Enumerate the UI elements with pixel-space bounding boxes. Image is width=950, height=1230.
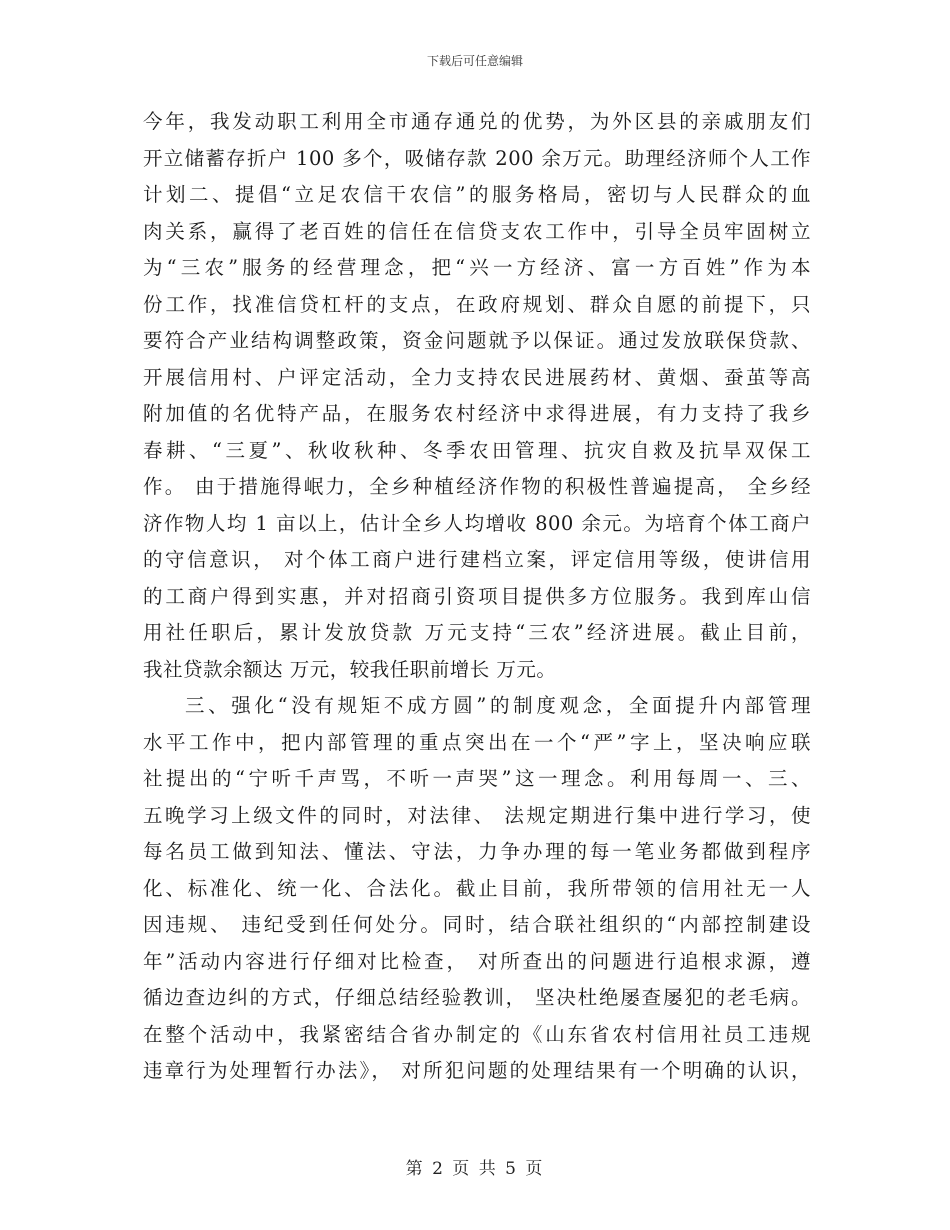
text-line: 今年，我发动职工利用全市通存通兑的优势，为外区县的亲戚朋友们 (143, 110, 811, 133)
paragraph-1 (143, 104, 811, 688)
text-line: 开立储蓄存折户 100 多个，吸储存款 200 余万元。助理经济师个人工作 (143, 146, 811, 170)
text-line: 违章行为处理暂行办法》， 对所犯问题的处理结果有一个明确的认识， (143, 1059, 811, 1082)
text-line: 我社贷款余额达 万元，较我任职前增长 万元。 (143, 657, 557, 681)
text-line: 三、强化“没有规矩不成方圆”的制度观念，全面提升内部管理 (185, 694, 811, 717)
text-line: 作。 由于措施得岷力，全乡种植经济作物的积极性普遍提高， 全乡经 (143, 475, 811, 498)
text-line: 肉关系，赢得了老百姓的信任在信贷支农工作中，引导全员牢固树立 (143, 219, 811, 243)
text-line: 要符合产业结构调整政策，资金问题就予以保证。通过发放联保贷款、 (143, 329, 811, 352)
page-header: 下载后可任意编辑 (426, 54, 523, 68)
paragraph-2 (143, 688, 811, 1090)
text-line: 的工商户得到实惠，并对招商引资项目提供多方位服务。我到库山信 (143, 584, 811, 608)
text-line: 春耕、“三夏”、秋收秋种、冬季农田管理、抗灾自救及抗旱双保工 (143, 438, 811, 462)
text-line: 的守信意识， 对个体工商户进行建档立案，评定信用等级，使讲信用 (143, 548, 811, 571)
text-line: 化、标准化、统一化、合法化。截止目前，我所带领的信用社无一人 (143, 876, 811, 900)
text-line: 水平工作中，把内部管理的重点突出在一个“严”字上，坚决响应联 (143, 730, 811, 754)
text-line: 计划二、提倡“立足农信干农信”的服务格局，密切与人民群众的血 (143, 183, 811, 206)
text-line: 济作物人均 1 亩以上，估计全乡人均增收 800 余元。为培育个体工商户 (143, 511, 811, 535)
text-line: 用社任职后，累计发放贷款 万元支持“三农”经济进展。截止目前， (143, 621, 811, 644)
text-line: 为“三农”服务的经营理念，把“兴一方经济、富一方百姓”作为本 (143, 256, 811, 279)
text-line: 开展信用村、户评定活动，全力支持农民进展药材、黄烟、蚕茧等高 (143, 365, 811, 389)
text-line: 因违规、 违纪受到任何处分。同时，结合联社组织的“内部控制建设 (143, 913, 811, 936)
text-line: 附加值的名优特产品，在服务农村经济中求得进展，有力支持了我乡 (143, 402, 811, 425)
text-line: 份工作，找准信贷杠杆的支点，在政府规划、群众自愿的前提下，只 (143, 292, 811, 316)
text-line: 循边查边纠的方式，仔细总结经验教训， 坚决杜绝屡查屡犯的老毛病。 (143, 986, 811, 1009)
text-line: 每名员工做到知法、懂法、守法，力争办理的每一笔业务都做到程序 (143, 840, 811, 863)
text-line: 社提出的“宁听千声骂，不听一声哭”这一理念。利用每周一、三、 (143, 767, 811, 790)
document-body (143, 104, 811, 1090)
text-line: 五晚学习上级文件的同时，对法律、 法规定期进行集中进行学习，使 (143, 803, 811, 827)
text-line: 在整个活动中，我紧密结合省办制定的《山东省农村信用社员工违规 (143, 1022, 811, 1046)
text-line: 年”活动内容进行仔细对比检查， 对所查出的问题进行追根求源，遵 (143, 949, 811, 973)
page-number-footer: 第 2 页 共 5 页 (405, 1159, 545, 1179)
